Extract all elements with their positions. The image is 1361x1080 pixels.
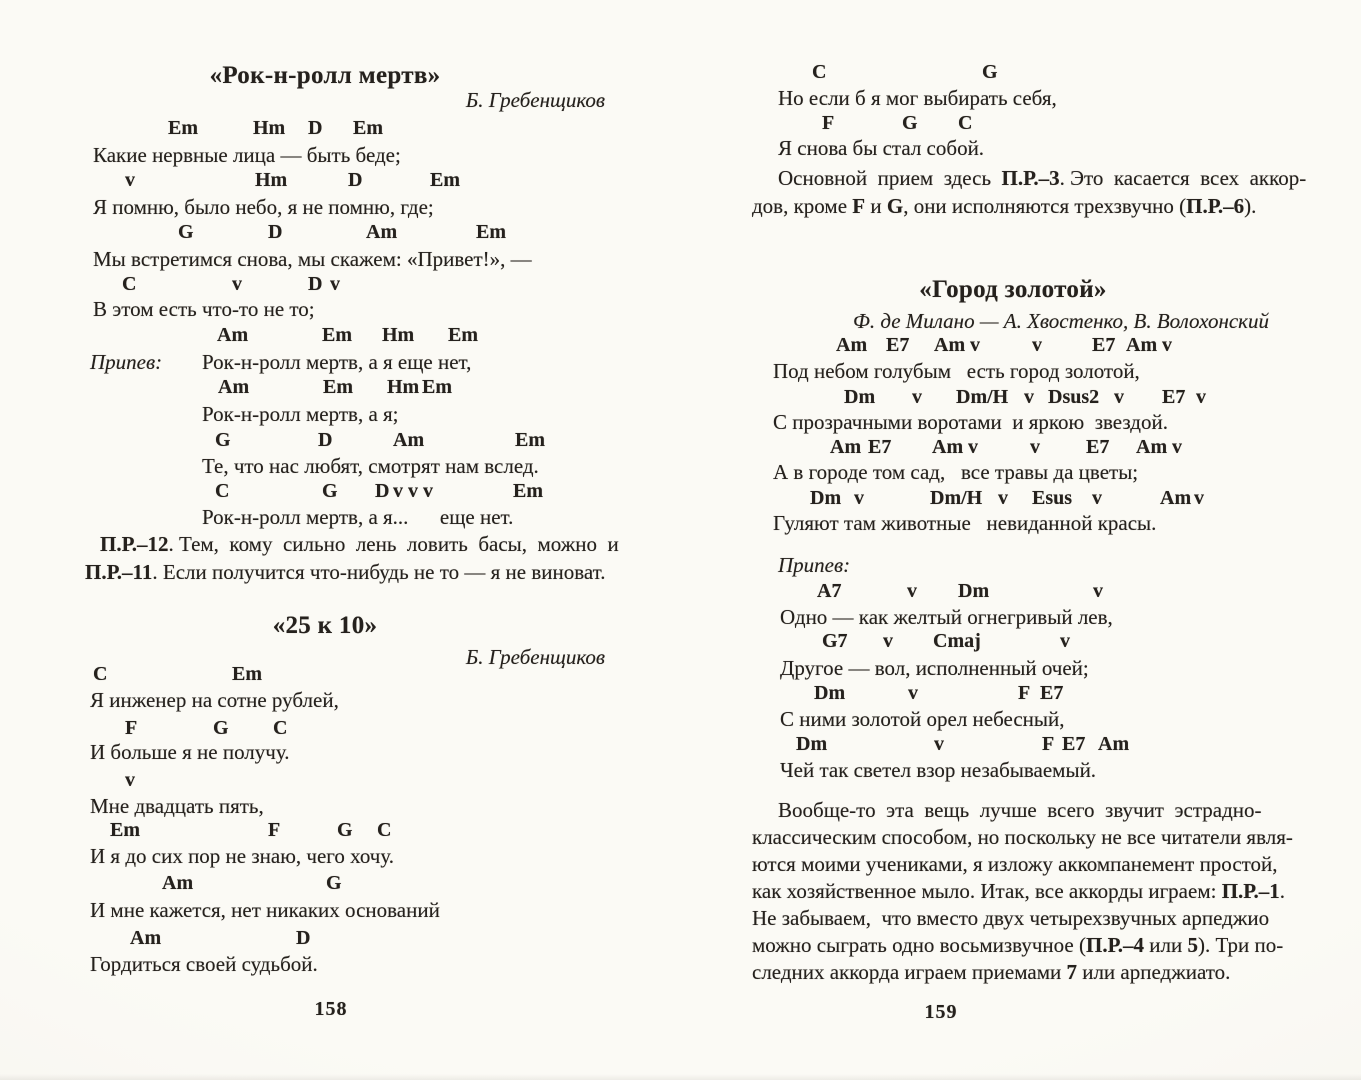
chord-symbol: Am (393, 429, 425, 451)
lyric-line: Мы встретимся снова, мы скажем: «Привет!», — (93, 247, 532, 271)
chord-symbol: Hm (382, 324, 415, 346)
chorus-label: Припев: (90, 350, 163, 374)
chord-symbol: Am (932, 436, 964, 458)
bold-run: G (886, 194, 904, 218)
bold-run: П.Р.–6 (1186, 194, 1245, 218)
text-run: . Это касается всех аккор- (1059, 166, 1307, 190)
text-run: ются моими учениками, я изложу аккомпанемент простой, (752, 852, 1278, 876)
chord-symbol: Am (1126, 334, 1158, 356)
lyric-line: Рок-н-ролл мертв, а я еще нет, (202, 350, 472, 374)
lyric-line: Но если б я мог выбирать себя, (778, 86, 1057, 110)
song-author: Б. Гребенщиков (465, 88, 605, 112)
strum-mark: v (1114, 386, 1124, 408)
chord-symbol: Em (110, 819, 140, 841)
chord-symbol: Esus (1032, 487, 1073, 509)
chord-symbol: Am (830, 436, 862, 458)
strum-mark: v (907, 580, 917, 602)
chord-symbol: Am (1098, 733, 1130, 755)
bold-run: F (852, 194, 866, 218)
chord-symbol: Em (422, 376, 452, 398)
paragraph-line (752, 827, 1293, 848)
chord-symbol: C (93, 663, 108, 685)
chord-symbol: Em (168, 117, 198, 139)
chord-symbol: G (982, 61, 998, 83)
bold-run: П.Р.–11 (85, 560, 153, 584)
chord-symbol: Am (1160, 487, 1192, 509)
strum-mark: v (1162, 334, 1172, 356)
strum-mark: v (883, 630, 893, 652)
chord-symbol: D (318, 429, 333, 451)
lyric-line: С прозрачными воротами и яркою звездой. (773, 410, 1168, 434)
chord-symbol: G (902, 112, 918, 134)
chord-symbol: E7 (1040, 682, 1064, 704)
bold-run: П.Р.–4 (1086, 933, 1145, 957)
strum-mark: v (125, 169, 135, 191)
text-run: или арпеджиато. (1076, 960, 1231, 984)
lyric-line: И больше я не получу. (90, 740, 290, 764)
chord-line (0, 733, 1361, 757)
paragraph-line (752, 935, 1283, 956)
chord-symbol: Dm (958, 580, 990, 602)
chord-symbol: Am (934, 334, 966, 356)
chord-symbol: Hm (253, 117, 286, 139)
chord-symbol: D (268, 221, 283, 243)
chord-line (0, 487, 1361, 511)
strum-mark: v (968, 436, 978, 458)
chord-symbol: D (348, 169, 363, 191)
lyric-line: Гуляют там животные невиданной красы. (773, 511, 1157, 535)
chord-symbol: Dm (796, 733, 828, 755)
lyric-line: Другое — вол, исполненный очей; (780, 656, 1089, 680)
chord-symbol: C (215, 480, 230, 502)
lyric-line: И я до сих пор не знаю, чего хочу. (90, 844, 394, 868)
lyric-line: Я снова бы стал собой. (778, 136, 985, 160)
chord-symbol: Dsus2 (1048, 386, 1100, 408)
lyric-line: А в городе том сад, все травы да цветы; (773, 460, 1139, 484)
strum-mark: v (854, 487, 864, 509)
chorus-label: Припев: (778, 553, 851, 577)
chord-symbol: F (1018, 682, 1031, 704)
lyric-line: Рок-н-ролл мертв, а я; (202, 402, 399, 426)
chord-symbol: G (322, 480, 338, 502)
text-run: . Тем, кому сильно лень ловить басы, можно и (168, 532, 619, 556)
chord-symbol: Am (218, 376, 250, 398)
strum-mark: v (908, 682, 918, 704)
chord-symbol: C (377, 819, 392, 841)
chord-symbol: G (215, 429, 231, 451)
lyric-line: Мне двадцать пять, (90, 794, 264, 818)
strum-mark: v (125, 769, 135, 791)
chord-symbol: E7 (1162, 386, 1186, 408)
strum-mark: v (1030, 436, 1040, 458)
lyric-line: Под небом голубым есть город золотой, (773, 359, 1140, 383)
text-run: Основной прием здесь (778, 166, 1002, 190)
text-run: классическим способом, но поскольку не все читатели явля- (752, 825, 1293, 849)
chord-symbol: Dm (844, 386, 876, 408)
strum-mark: v (1196, 386, 1206, 408)
lyric-line: И мне кажется, нет никаких оснований (90, 898, 440, 922)
bold-run: П.Р.–1 (1221, 879, 1280, 903)
paragraph-line (752, 854, 1278, 875)
chord-symbol: E7 (1092, 334, 1116, 356)
chord-symbol: Em (353, 117, 383, 139)
chord-line (0, 436, 1361, 460)
text-run: , они исполняются трехзвучно ( (903, 194, 1187, 218)
chord-symbol: F (268, 819, 281, 841)
chord-symbol: E7 (886, 334, 910, 356)
chord-line (0, 112, 1361, 136)
strum-mark: v (408, 480, 418, 502)
chord-symbol: Am (162, 872, 194, 894)
strum-mark: v (1060, 630, 1070, 652)
chord-symbol: Em (515, 429, 545, 451)
chord-symbol: E7 (1062, 733, 1086, 755)
text-run: можно сыграть одно восьмизвучное ( (752, 933, 1086, 957)
strum-mark: v (934, 733, 944, 755)
song-title: «25 к 10» (272, 612, 378, 639)
song-author: Б. Гребенщиков (465, 645, 605, 669)
chord-symbol: C (122, 273, 137, 295)
text-run: Вообще-то эта вещь лучше всего звучит эстрадно- (778, 798, 1262, 822)
strum-mark: v (330, 273, 340, 295)
chord-symbol: Em (323, 376, 353, 398)
paragraph-line (778, 800, 1262, 821)
chord-symbol: Hm (255, 169, 288, 191)
chord-line (0, 386, 1361, 410)
strum-mark: v (423, 480, 433, 502)
lyric-line: Какие нервные лица — быть беде; (93, 143, 401, 167)
chord-symbol: Dm/H (956, 386, 1009, 408)
chord-symbol: Am (217, 324, 249, 346)
page-number: 158 (314, 998, 348, 1020)
strum-mark: v (1194, 487, 1204, 509)
chord-symbol: Am (836, 334, 868, 356)
text-run: как хозяйственное мыло. Итак, все аккорды играем: (752, 879, 1222, 903)
text-run: . (1279, 879, 1285, 903)
page-number: 159 (924, 1001, 958, 1023)
chord-symbol: G7 (822, 630, 848, 652)
chord-line (0, 630, 1361, 654)
strum-mark: v (912, 386, 922, 408)
chord-symbol: Am (130, 927, 162, 949)
chord-symbol: Am (1136, 436, 1168, 458)
strum-mark: v (998, 487, 1008, 509)
song-title: «Рок-н-ролл мертв» (209, 62, 441, 89)
scan-edge-shadow (0, 1074, 1361, 1080)
chord-line (0, 334, 1361, 358)
chord-symbol: G (178, 221, 194, 243)
song-title: «Город золотой» (919, 276, 1107, 303)
chord-symbol: Dm/H (930, 487, 983, 509)
chord-line (0, 61, 1361, 85)
text-run: следних аккорда играем приемами (752, 960, 1067, 984)
chord-symbol: Cmaj (933, 630, 981, 652)
text-run: . Если получится что-нибудь не то — я не виноват. (152, 560, 606, 584)
bold-run: 5 (1187, 933, 1199, 957)
chord-symbol: C (273, 717, 288, 739)
paragraph-line (778, 168, 1306, 189)
chord-symbol: Am (366, 221, 398, 243)
chord-symbol: Em (476, 221, 506, 243)
text-run: ). (1244, 194, 1257, 218)
chord-symbol: C (958, 112, 973, 134)
bold-run: П.Р.–12 (100, 532, 169, 556)
chord-symbol: A7 (817, 580, 842, 602)
chord-symbol: F (1042, 733, 1055, 755)
paragraph-line (752, 962, 1230, 983)
paragraph-line (752, 196, 1256, 217)
strum-mark: v (1172, 436, 1182, 458)
lyric-line: В этом есть что-то не то; (93, 297, 315, 321)
chord-symbol: D (296, 927, 311, 949)
bold-run: 7 (1066, 960, 1077, 984)
text-run: ). Три по- (1198, 933, 1284, 957)
strum-mark: v (232, 273, 242, 295)
chord-symbol: Em (513, 480, 543, 502)
chord-symbol: D (308, 117, 323, 139)
chord-symbol: D (375, 480, 390, 502)
chord-symbol: Em (430, 169, 460, 191)
chord-symbol: D (308, 273, 323, 295)
chord-symbol: Dm (814, 682, 846, 704)
chord-line (0, 580, 1361, 604)
strum-mark: v (1032, 334, 1042, 356)
strum-mark: v (1093, 580, 1103, 602)
lyric-line: Я помню, было небо, я не помню, где; (93, 195, 434, 219)
chord-symbol: C (812, 61, 827, 83)
chord-line (0, 682, 1361, 706)
text-run: и (865, 194, 887, 218)
song-author: Ф. де Милано — А. Хвостенко, В. Волохонский (852, 309, 1269, 333)
text-run: дов, кроме (752, 194, 853, 218)
chord-symbol: G (326, 872, 342, 894)
chord-symbol: Dm (810, 487, 842, 509)
strum-mark: v (1092, 487, 1102, 509)
chord-symbol: E7 (1086, 436, 1110, 458)
lyric-line: Гордиться своей судьбой. (90, 952, 318, 976)
text-run: или (1144, 933, 1188, 957)
lyric-line: Рок-н-ролл мертв, а я... еще нет. (202, 505, 514, 529)
bold-run: П.Р.–3 (1001, 166, 1060, 190)
chord-symbol: F (125, 717, 138, 739)
lyric-line: С ними золотой орел небесный, (780, 707, 1065, 731)
chord-symbol: Em (232, 663, 262, 685)
lyric-line: Я инженер на сотне рублей, (90, 688, 339, 712)
strum-mark: v (1024, 386, 1034, 408)
chord-symbol: G (213, 717, 229, 739)
lyric-line: Те, что нас любят, смотрят нам вслед. (202, 454, 539, 478)
strum-mark: v (970, 334, 980, 356)
chord-symbol: Em (448, 324, 478, 346)
lyric-line: Чей так светел взор незабываемый. (780, 758, 1097, 782)
chord-symbol: G (337, 819, 353, 841)
chord-symbol: Em (322, 324, 352, 346)
text-run: Не забываем, что вместо двух четырехзвучных арпеджио (752, 906, 1270, 930)
chord-symbol: Hm (387, 376, 420, 398)
chord-symbol: E7 (868, 436, 892, 458)
paragraph-line (752, 881, 1285, 902)
lyric-line: Одно — как желтый огнегривый лев, (780, 605, 1113, 629)
paragraph-line (752, 908, 1269, 929)
strum-mark: v (393, 480, 403, 502)
chord-symbol: F (822, 112, 835, 134)
